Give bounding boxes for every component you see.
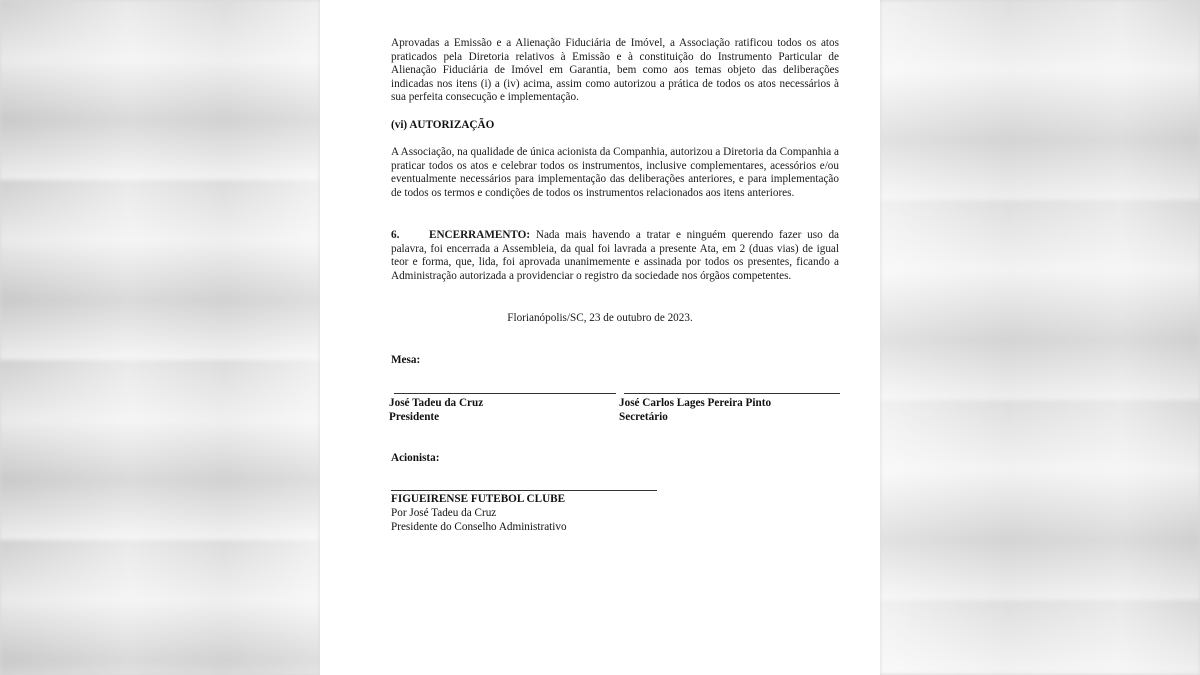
- paragraph-closing: [391, 229, 839, 283]
- section-number: 6.: [391, 229, 400, 241]
- signatory-2-name: José Carlos Lages Pereira Pinto: [619, 397, 772, 409]
- mesa-label: Mesa:: [391, 354, 421, 366]
- signatory-1-name: José Tadeu da Cruz: [389, 397, 484, 409]
- blurred-background-left: [0, 0, 320, 675]
- shareholder-entity: FIGUEIRENSE FUTEBOL CLUBE: [391, 493, 566, 505]
- document-page: [320, 0, 880, 675]
- shareholder-representative: Por José Tadeu da Cruz: [391, 507, 497, 519]
- signatory-1-role: Presidente: [389, 411, 440, 423]
- place-date: Florianópolis/SC, 23 de outubro de 2023.: [507, 312, 693, 324]
- signature-line-president: [394, 393, 616, 394]
- closing-title: ENCERRAMENTO:: [429, 229, 531, 241]
- acionista-label: Acionista:: [391, 452, 440, 464]
- signatory-2-role: Secretário: [619, 411, 668, 423]
- signature-line-secretary: [624, 393, 840, 394]
- heading-authorization: (vi) AUTORIZAÇÃO: [391, 119, 495, 131]
- signature-line-shareholder: [391, 490, 657, 491]
- blurred-background-right: [880, 0, 1200, 675]
- paragraph-ratification: Aprovadas a Emissão e a Alienação Fiduciária de Imóvel, a Associação ratificou todos os atos praticados pela Diretoria relativos à Emissão e à constituição do Instrumento Particular de Alienação Fiduciária de Imóvel em Garantia, bem como aos temas objeto das deliberações indicadas nos itens (i) a (iv) acima, assim como autorizou a prática de todos os atos necessários à sua perfeita consecução e implementação.: [391, 37, 839, 104]
- closing-text: Nada mais havendo a tratar e ninguém querendo fazer uso da palavra, foi encerrada a Assembleia, da qual foi lavrada a presente Ata, em 2 (duas vias) de igual teor e forma, que, lida, foi aprovada unanimemente e assinada por todos os presentes, ficando a Administração autorizada a providenciar o registro da sociedade nos órgãos competentes.: [391, 229, 839, 282]
- paragraph-authorization: A Associação, na qualidade de única acionista da Companhia, autorizou a Diretoria da Companhia a praticar todos os atos e celebrar todos os instrumentos, inclusive complementares, acessórios e/ou eventualmente necessários para implementação das deliberações anteriores, e para implementação de todos os termos e condições de todos os instrumentos relacionados aos itens anteriores.: [391, 146, 839, 199]
- shareholder-representative-role: Presidente do Conselho Administrativo: [391, 521, 567, 533]
